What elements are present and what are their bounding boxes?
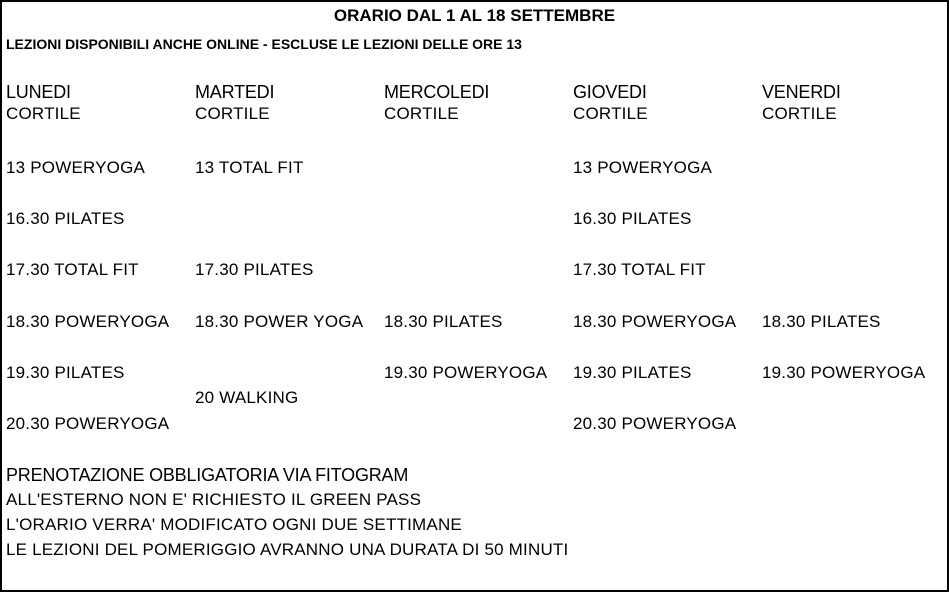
note-line: ALL'ESTERNO NON E' RICHIESTO IL GREEN PASS <box>6 490 422 509</box>
day-column-lunedi <box>6 81 195 125</box>
day-place: CORTILE <box>573 104 648 123</box>
lesson-entry: 19.30 PILATES <box>573 363 692 382</box>
lesson-entry: 13 POWERYOGA <box>573 158 713 177</box>
lesson-entry: 16.30 PILATES <box>573 209 692 228</box>
day-column-venerdi <box>762 81 949 125</box>
lesson-entry: 20 WALKING <box>195 388 299 407</box>
page-subtitle: LEZIONI DISPONIBILI ANCHE ONLINE - ESCLUSE LE LEZIONI DELLE ORE 13 <box>6 36 522 52</box>
lesson-entry: 19.30 POWERYOGA <box>762 363 926 382</box>
day-column-giovedi <box>573 81 762 125</box>
lesson-entry: 17.30 TOTAL FIT <box>573 260 706 279</box>
lesson-entry: 19.30 POWERYOGA <box>384 363 548 382</box>
lesson-entry: 18.30 PILATES <box>384 312 503 331</box>
lesson-entry: 18.30 PILATES <box>762 312 881 331</box>
lesson-entry: 19.30 PILATES <box>6 363 125 382</box>
lesson-entry: 18.30 POWERYOGA <box>573 312 737 331</box>
lesson-entry: 18.30 POWERYOGA <box>6 312 170 331</box>
day-place: CORTILE <box>195 104 270 123</box>
day-column-mercoledi <box>384 81 573 125</box>
page-title: ORARIO DAL 1 AL 18 SETTEMBRE <box>333 6 616 25</box>
day-place: CORTILE <box>6 104 81 123</box>
day-name: MARTEDI <box>195 82 275 102</box>
day-column-martedi <box>195 81 384 125</box>
note-line: LE LEZIONI DEL POMERIGGIO AVRANNO UNA DURATA DI 50 MINUTI <box>6 540 569 559</box>
day-name: LUNEDI <box>6 82 71 102</box>
lesson-entry: 16.30 PILATES <box>6 209 125 228</box>
lesson-entry: 18.30 POWER YOGA <box>195 312 364 331</box>
notes-section <box>6 463 568 562</box>
lesson-entry: 13 TOTAL FIT <box>195 158 304 177</box>
lesson-entry: 20.30 POWERYOGA <box>6 414 170 433</box>
note-line: L'ORARIO VERRA' MODIFICATO OGNI DUE SETTIMANE <box>6 515 462 534</box>
day-place: CORTILE <box>384 104 459 123</box>
day-name: VENERDI <box>762 82 841 102</box>
lesson-entry: 17.30 PILATES <box>195 260 314 279</box>
day-place: CORTILE <box>762 104 837 123</box>
day-name: GIOVEDI <box>573 82 647 102</box>
booking-note-title: PRENOTAZIONE OBBLIGATORIA VIA FITOGRAM <box>6 465 409 485</box>
lesson-entry: 13 POWERYOGA <box>6 158 146 177</box>
lesson-entry: 17.30 TOTAL FIT <box>6 260 139 279</box>
lesson-entry: 20.30 POWERYOGA <box>573 414 737 433</box>
day-name: MERCOLEDI <box>384 82 490 102</box>
